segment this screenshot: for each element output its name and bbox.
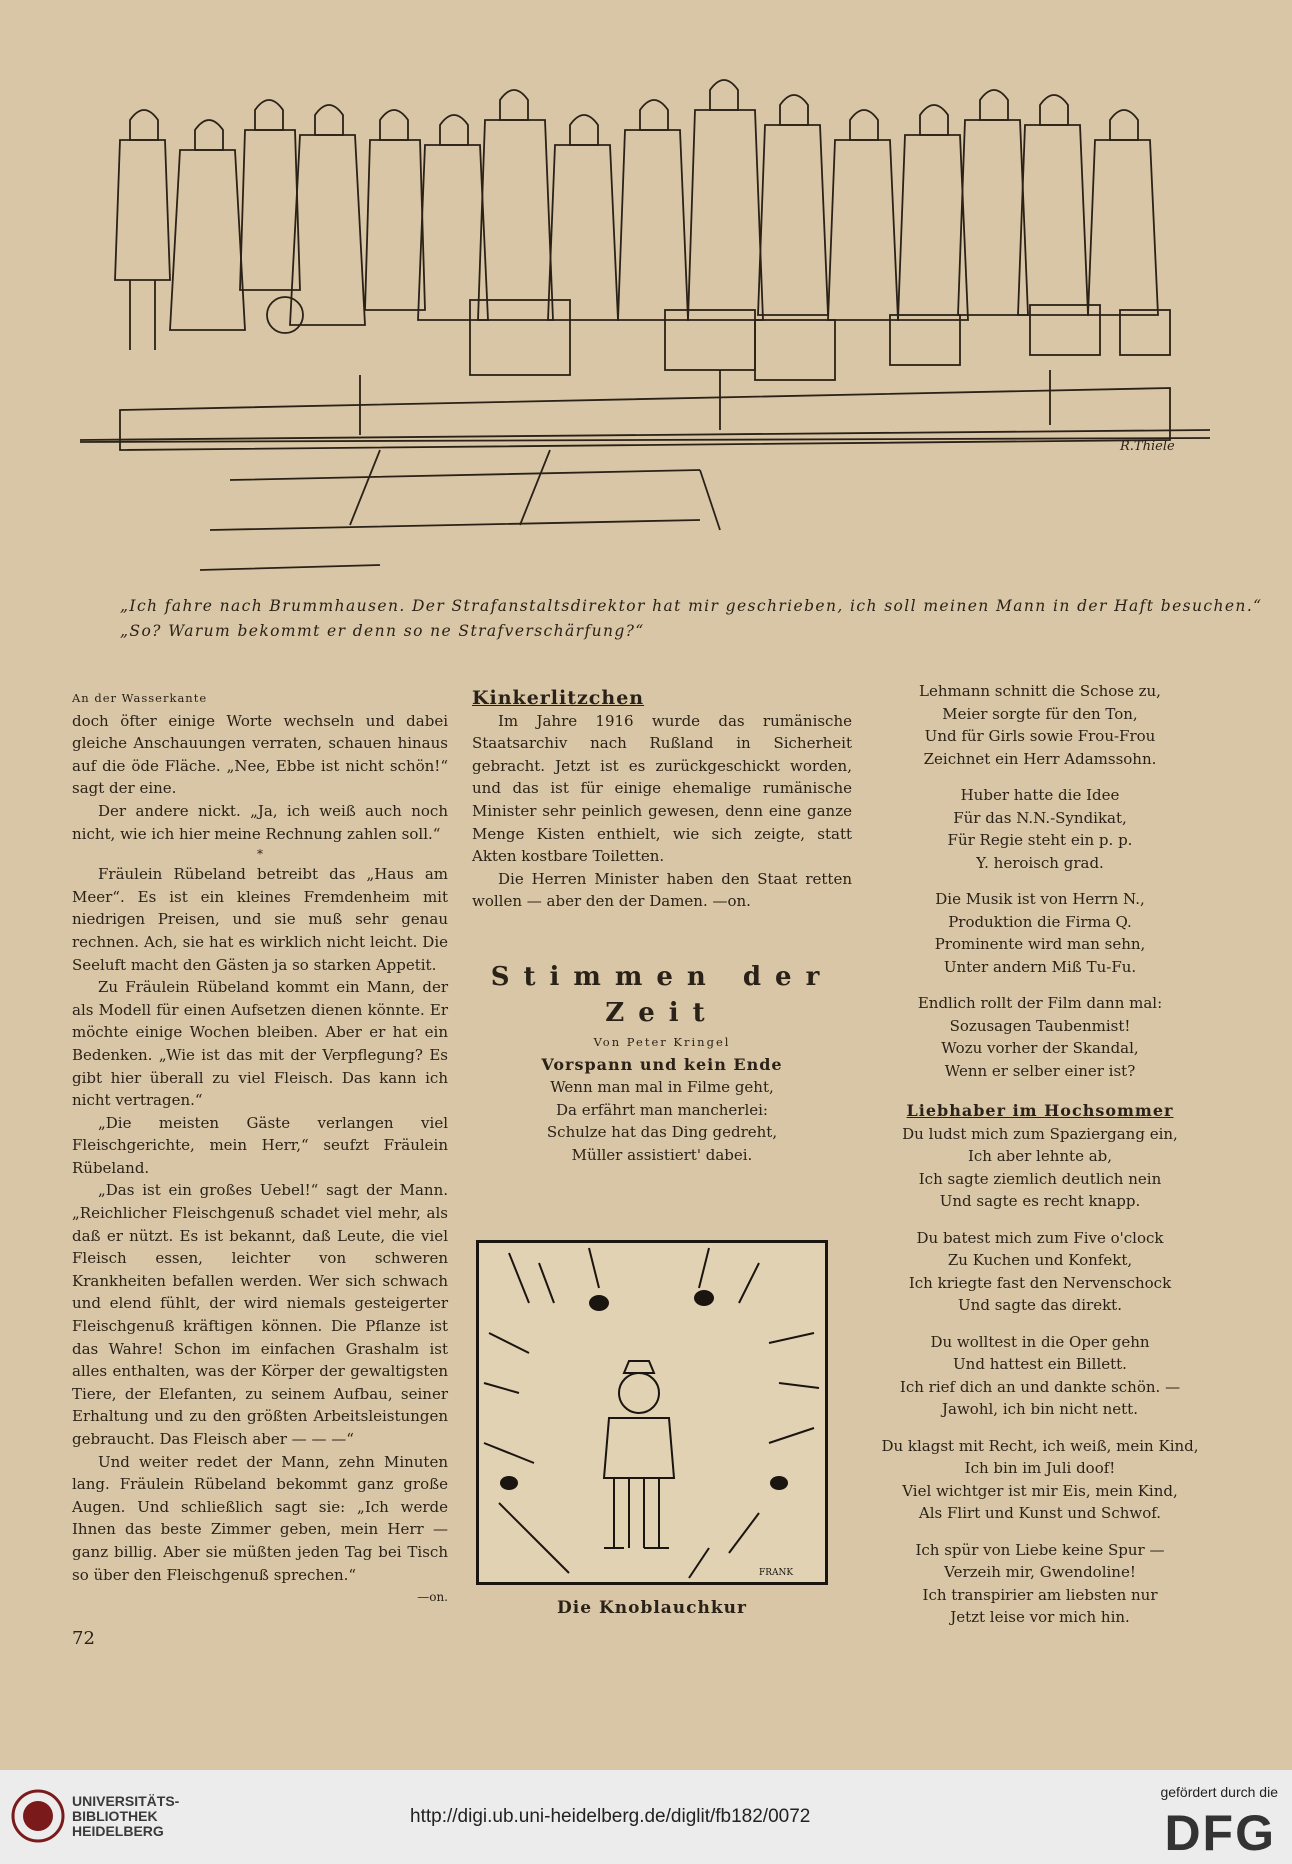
footer-bar bbox=[0, 1770, 1292, 1864]
heading-kinkerlitzchen: Kinkerlitzchen bbox=[472, 687, 645, 709]
caption-line-2: „So? Warum bekommt er denn so ne Strafverschärfung?“ bbox=[120, 622, 645, 640]
column-left bbox=[72, 687, 448, 1609]
verse-line: Zeichnet ein Herr Adamssohn. bbox=[923, 749, 1157, 768]
cartoon-caption: Die Knoblauchkur bbox=[557, 1598, 747, 1618]
paragraph: Die Herren Minister haben den Staat retten wollen — aber den der Damen. —on. bbox=[472, 869, 852, 911]
author-sign: —on. bbox=[417, 1590, 448, 1605]
verse-line: Lehmann schnitt die Schose zu, bbox=[919, 682, 1161, 700]
verse-stanza bbox=[870, 1227, 1210, 1317]
verse-line: Endlich rollt der Film dann mal: bbox=[917, 994, 1163, 1012]
section-header-wasserkante: An der Wasserkante bbox=[72, 691, 208, 705]
byline: Von Peter Kringel bbox=[593, 1034, 731, 1049]
train-platform-illustration bbox=[80, 70, 1210, 610]
cartoon-drawing bbox=[479, 1243, 825, 1582]
verse-line: Huber hatte die Idee bbox=[960, 786, 1120, 804]
verse-line: Unter andern Miß Tu-Fu. bbox=[943, 957, 1137, 976]
verse-line: Ich sagte ziemlich deutlich nein bbox=[918, 1169, 1162, 1188]
verse-stanza bbox=[870, 680, 1210, 770]
illustration-signature: R.Thiele bbox=[1120, 439, 1175, 454]
verse-line: Für das N.N.-Syndikat, bbox=[953, 808, 1127, 827]
verse-line: Du klagst mit Recht, ich weiß, mein Kind, bbox=[881, 1436, 1199, 1455]
verse-line: Ich rief dich an und dankte schön. — bbox=[899, 1377, 1181, 1396]
dfg-logo: DFG bbox=[1164, 1805, 1276, 1861]
verse-line: Die Musik ist von Herrn N., bbox=[935, 890, 1145, 908]
library-name-line: BIBLIOTHEK bbox=[72, 1808, 158, 1824]
verse-line: Ich spür von Liebe keine Spur — bbox=[915, 1540, 1165, 1559]
verse-line: Prominente wird man sehn, bbox=[934, 935, 1146, 953]
verse-line: Und hattest ein Billett. bbox=[953, 1355, 1127, 1374]
verse-line: Und sagte das direkt. bbox=[958, 1296, 1122, 1315]
verse-stanza bbox=[870, 992, 1210, 1082]
verse-line: Wozu vorher der Skandal, bbox=[941, 1039, 1139, 1057]
column-right bbox=[870, 680, 1210, 1643]
funding-note: gefördert durch die bbox=[1160, 1784, 1278, 1800]
verse-line: Und für Girls sowie Frou-Frou bbox=[924, 727, 1156, 745]
verse-line: Verzeih mir, Gwendoline! bbox=[944, 1563, 1136, 1582]
verse-stanza bbox=[472, 1076, 852, 1166]
verse-line: Wenn er selber einer ist? bbox=[944, 1061, 1136, 1080]
verse-line: Schulze hat das Ding gedreht, bbox=[546, 1123, 778, 1142]
library-name-line: UNIVERSITÄTS- bbox=[72, 1793, 180, 1809]
verse-line: Für Regie steht ein p. p. bbox=[947, 831, 1133, 849]
verse-line: Viel wichtger ist mir Eis, mein Kind, bbox=[902, 1481, 1178, 1500]
library-logo-text bbox=[72, 1794, 179, 1839]
paragraph: Und weiter redet der Mann, zehn Minuten lang. Fräulein Rübeland bekommt ganz große Augen. Und schließlich sagt sie: „Ich werde Ihnen das beste Zimmer geben, mein Herr — ganz billig. Aber sie müßten jeden Tag bei Tisch so über den Fleischgenuß sprechen.“ bbox=[72, 1452, 448, 1584]
library-name-line: HEIDELBERG bbox=[72, 1823, 164, 1839]
caption-line-1: „Ich fahre nach Brummhausen. Der Strafanstaltsdirektor hat mir geschrieben, ich soll meinen Mann in der Haft besuchen.“ bbox=[120, 597, 1263, 615]
verse-stanza bbox=[870, 888, 1210, 978]
verse-line: Wenn man mal in Filme geht, bbox=[550, 1078, 774, 1097]
verse-line: Jetzt leise vor mich hin. bbox=[950, 1608, 1130, 1627]
paragraph: Der andere nickt. „Ja, ich weiß auch noch nicht, wie ich hier meine Rechnung zahlen soll.“ bbox=[72, 801, 448, 843]
heading-stimmen-der-zeit: Stimmen der Zeit bbox=[490, 961, 834, 1028]
heading-liebhaber: Liebhaber im Hochsommer bbox=[906, 1101, 1174, 1120]
paragraph: „Das ist ein großes Uebel!“ sagt der Mann. „Reichlicher Fleischgenuß schadet viel mehr, als daß er nützt. Es ist bekannt, daß Leute, die viel Fleisch essen, leichter von schweren Krankheiten befallen werden. Wer sich schwach und elend fühlt, der wird niemals gesteigerter Fleischgenuß kräftigen können. Die Pflanze ist das Wahre! Schon im einfachen Grashalm ist alles enthalten, was der Körper der gewaltigsten Tiere, der Elefanten, zu seinem Aufbau, seiner Erhaltung und zu den größten Arbeitsleistungen gebraucht. Das Fleisch aber — — —“ bbox=[72, 1181, 448, 1448]
paragraph: „Die meisten Gäste verlangen viel Fleischgerichte, mein Herr,“ seufzt Fräulein Rübeland. bbox=[72, 1113, 448, 1177]
verse-line: Du ludst mich zum Spaziergang ein, bbox=[902, 1124, 1178, 1143]
verse-line: Sozusagen Taubenmist! bbox=[949, 1016, 1131, 1035]
verse-line: Jawohl, ich bin nicht nett. bbox=[942, 1400, 1138, 1419]
subheading-vorspann: Vorspann und kein Ende bbox=[541, 1054, 783, 1074]
paragraph: doch öfter einige Worte wechseln und dabei gleiche Anschauungen verraten, schauen hinaus auf die öde Fläche. „Nee, Ebbe ist nicht schön!“ sagt der eine. bbox=[72, 711, 448, 798]
separator-star: * bbox=[257, 847, 263, 862]
verse-line: Als Flirt und Kunst und Schwof. bbox=[918, 1504, 1162, 1523]
cartoon-signature: FRANK bbox=[759, 1568, 794, 1578]
verse-line: Du batest mich zum Five o'clock bbox=[916, 1228, 1164, 1247]
column-middle bbox=[472, 687, 852, 1166]
verse-line: Ich bin im Juli doof! bbox=[964, 1459, 1116, 1478]
verse-line: Da erfährt man mancherlei: bbox=[556, 1100, 768, 1119]
paragraph: Fräulein Rübeland betreibt das „Haus am Meer“. Es ist ein kleines Fremdenheim mit niedrigen Preisen, und sie muß sehr genau rechnen. Ach, sie hat es wirklich nicht leicht. Die Seeluft macht den Gästen ja so starken Appetit. bbox=[72, 865, 448, 974]
verse-line: Ich transpirier am liebsten nur bbox=[922, 1585, 1158, 1604]
verse-line: Und sagte es recht knapp. bbox=[939, 1192, 1141, 1211]
verse-stanza bbox=[870, 1331, 1210, 1421]
page-number: 72 bbox=[72, 1628, 95, 1649]
verse-line: Y. heroisch grad. bbox=[976, 853, 1104, 872]
verse-line: Produktion die Firma Q. bbox=[948, 912, 1132, 931]
verse-line: Ich aber lehnte ab, bbox=[967, 1147, 1113, 1166]
cartoon-knoblauchkur bbox=[476, 1240, 828, 1585]
verse-stanza bbox=[870, 1539, 1210, 1629]
verse-line: Zu Kuchen und Konfekt, bbox=[947, 1251, 1133, 1270]
university-seal-icon bbox=[10, 1788, 66, 1844]
source-url-link[interactable]: http://digi.ub.uni-heidelberg.de/diglit/fb182/0072 bbox=[410, 1806, 811, 1827]
verse-stanza bbox=[870, 784, 1210, 874]
verse-line: Meier sorgte für den Ton, bbox=[942, 704, 1138, 723]
verse-stanza bbox=[870, 1123, 1210, 1213]
verse-line: Du wolltest in die Oper gehn bbox=[930, 1332, 1150, 1351]
verse-line: Müller assistiert' dabei. bbox=[571, 1145, 753, 1164]
paragraph: Im Jahre 1916 wurde das rumänische Staatsarchiv nach Rußland in Sicherheit gebracht. Jetzt ist es zurückgeschickt worden, und das ist für einige ehemalige rumänische Minister sehr peinlich gewesen, denn eine ganze Menge Kisten enthielt, wie sich zeigte, statt Akten kostbare Toiletten. bbox=[472, 711, 852, 866]
illustration-caption bbox=[120, 594, 1263, 644]
verse-stanza bbox=[870, 1435, 1210, 1525]
paragraph: Zu Fräulein Rübeland kommt ein Mann, der als Modell für einen Aufsetzen dienen könnte. Er möchte einige Wochen bleiben. Aber er hat ein Bedenken. „Wie ist das mit der Verpflegung? Es gibt hier überall zu viel Fleisch. Das kann ich nicht vertragen.“ bbox=[72, 978, 448, 1110]
verse-line: Ich kriegte fast den Nervenschock bbox=[908, 1273, 1172, 1292]
